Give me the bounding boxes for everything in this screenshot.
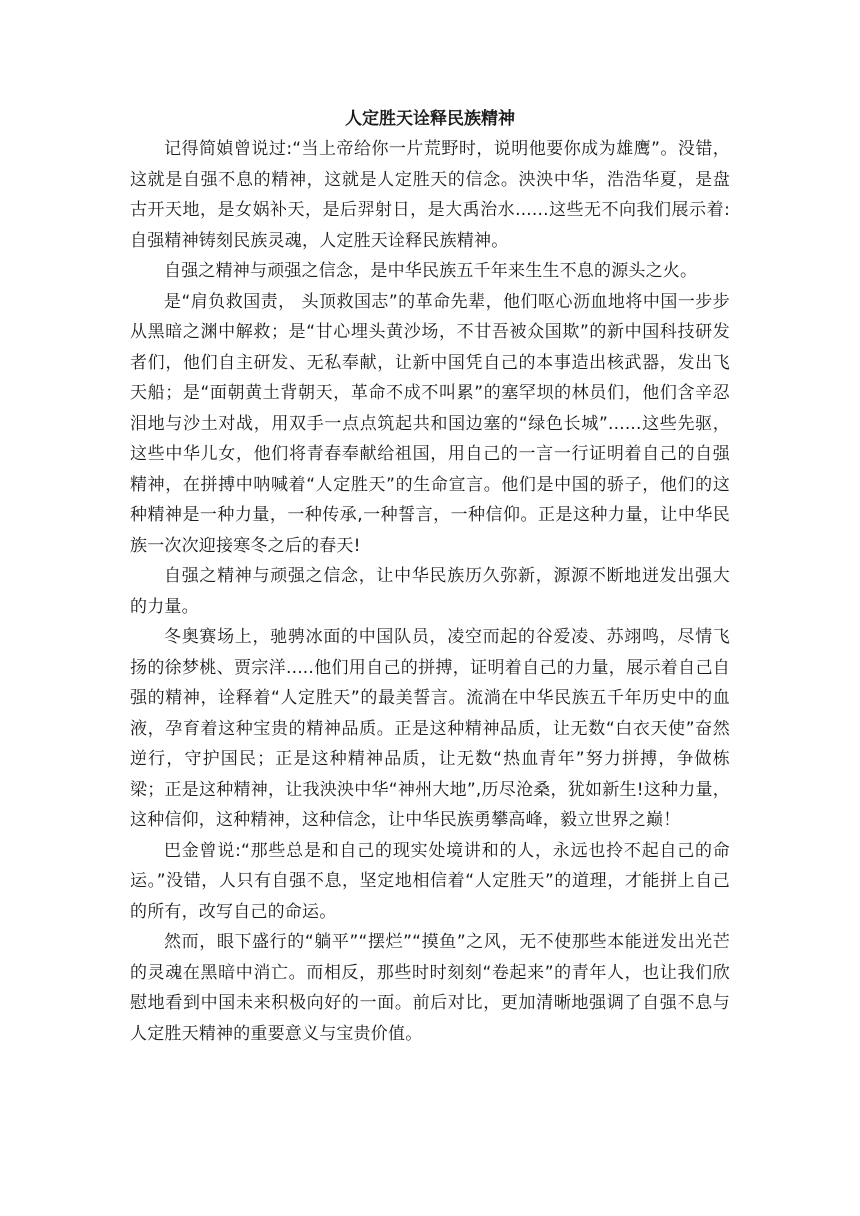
document-body — [130, 104, 730, 1049]
paragraph-renewal: 自强之精神与顽强之信念，让中华民族历久弥新，源源不断地迸发出强大的力量。 — [130, 566, 730, 617]
paragraph-intro: 记得简媜曾说过:“当上帝给你一片荒野时，说明他要你成为雄鹰”。没错，这就是自强不息的精神，这就是人定胜天的信念。泱泱中华，浩浩华夏，是盘古开天地，是女娲补天，是后羿射日，是大禹治水......这些无不向我们展示着:自强精神铸刻民族灵魂，人定胜天诠释民族精神。 — [130, 139, 730, 251]
paragraph-conclusion: 然而，眼下盛行的“躺平”“摆烂”“摸鱼”之风，无不使那些本能迸发出光芒的灵魂在黑暗中消亡。而相反，那些时时刻刻“卷起来”的青年人，也让我们欣慰地看到中国未来积极向好的一面。前后对比，更加清晰地强调了自强不息与人定胜天精神的重要意义与宝贵价值。 — [130, 932, 730, 1044]
paragraph-ba-jin-quote: 巴金曾说:“那些总是和自己的现实处境讲和的人，永远也拎不起自己的命运。”没错，人只有自强不息，坚定地相信着“人定胜天”的道理，才能拼上自己的所有，改写自己的命运。 — [130, 840, 730, 922]
paragraph-winter-olympics: 冬奥赛场上，驰骋冰面的中国队员，凌空而起的谷爱凌、苏翊鸣，尽情飞扬的徐梦桃、贾宗洋.....他们用自己的拼搏，证明着自己的力量，展示着自己自强的精神，诠释着“人定胜天”的最美誓言。流淌在中华民族五千年历史中的血液，孕育着这种宝贵的精神品质。正是这种精神品质，让无数“白衣天使”奋然逆行，守护国民；正是这种精神品质，让无数“热血青年”努力拼搏，争做栋梁；正是这种精神，让我泱泱中华“神州大地”,历尽沧桑，犹如新生!这种力量，这种信仰，这种精神，这种信念，让中华民族勇攀高峰，毅立世界之巅！ — [130, 627, 730, 830]
paragraph-pioneers: 是“肩负救国责， 头顶救国志”的革命先辈，他们呕心沥血地将中国一步步从黑暗之渊中解救；是“甘心埋头黄沙场，不甘吾被众国欺”的新中国科技研发者们，他们自主研发、无私奉献，让新中国凭自己的本事造出核武器，发出飞天船；是“面朝黄土背朝天，革命不成不叫累”的塞罕坝的林员们，他们含辛忍泪地与沙土对战，用双手一点点筑起共和国边塞的“绿色长城”......这些先驱，这些中华儿女，他们将青春奉献给祖国，用自己的一言一行证明着自己的自强精神，在拼搏中呐喊着“人定胜天”的生命宣言。他们是中国的骄子，他们的这种精神是一种力量，一种传承,一种誓言，一种信仰。正是这种力量，让中华民族一次次迎接寒冬之后的春天! — [130, 291, 730, 556]
essay-title: 人定胜天诠释民族精神 — [345, 109, 515, 129]
paragraph-thesis: 自强之精神与顽强之信念，是中华民族五千年来生生不息的源头之火。 — [164, 261, 698, 281]
